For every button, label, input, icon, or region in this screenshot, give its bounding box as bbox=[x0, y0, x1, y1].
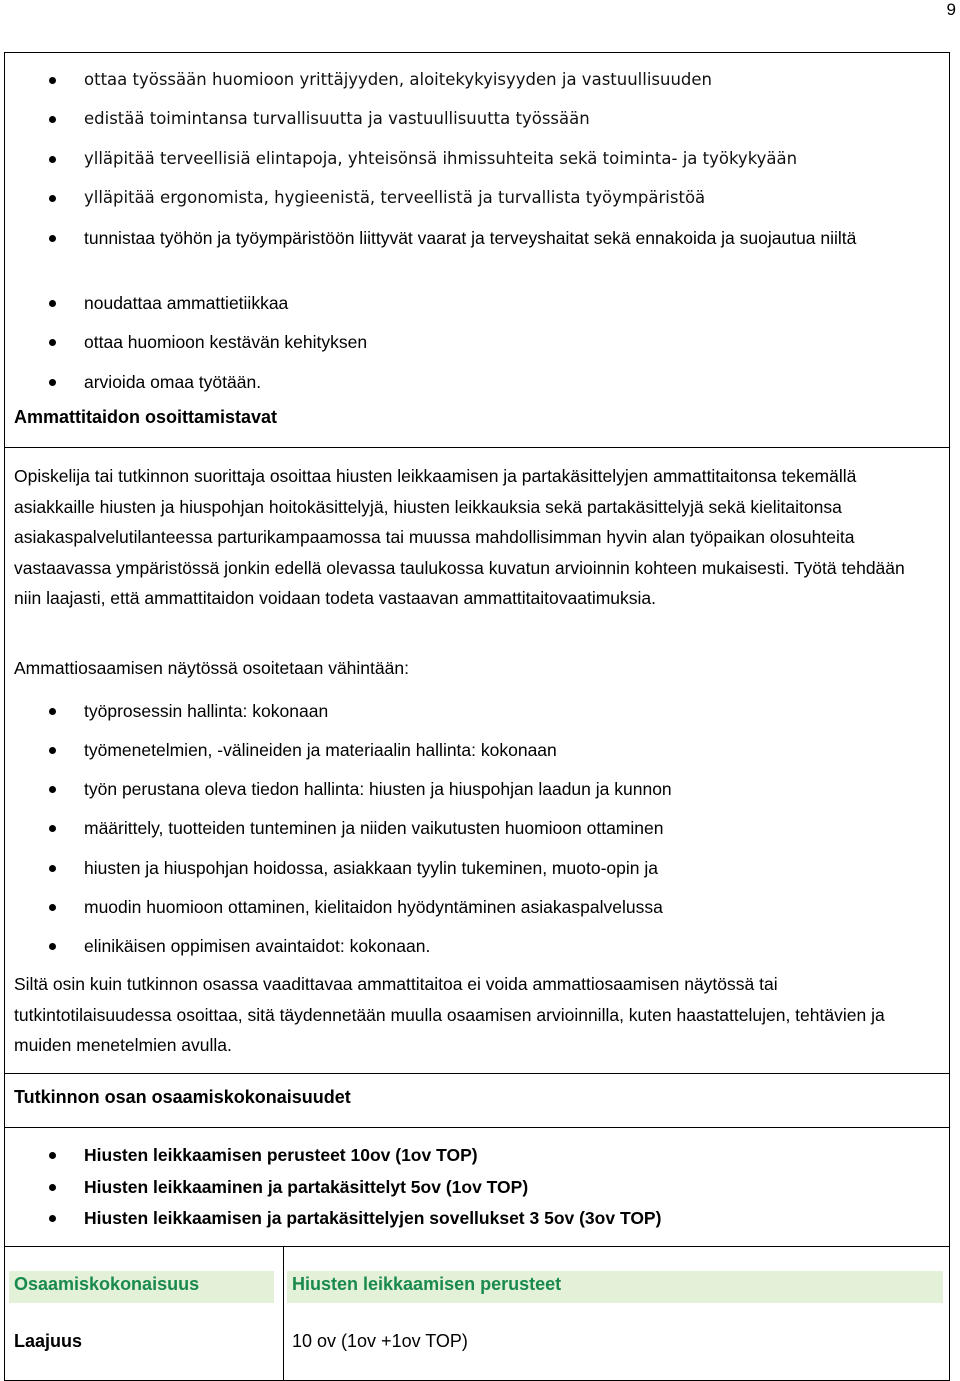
section-heading: Ammattitaidon osoittamistavat bbox=[14, 407, 278, 427]
bullet-icon bbox=[49, 943, 56, 950]
label-unit: Osaamiskokonaisuus bbox=[9, 1271, 274, 1303]
paragraph-minimum: Ammattiosaamisen näytössä osoitetaan vähintään: bbox=[14, 658, 409, 678]
bullet-icon bbox=[49, 1152, 56, 1159]
unit-table bbox=[4, 1246, 950, 1381]
value-unit: Hiusten leikkaamisen perusteet bbox=[287, 1271, 943, 1303]
page-number: 9 bbox=[946, 0, 956, 19]
table-divider bbox=[283, 1247, 284, 1380]
bullet-icon bbox=[49, 825, 56, 832]
value-scope: 10 ov (1ov +1ov TOP) bbox=[292, 1331, 468, 1351]
bullet-icon bbox=[49, 77, 56, 84]
bullet-icon bbox=[49, 1184, 56, 1191]
bullet-icon bbox=[49, 708, 56, 715]
bullet-icon bbox=[49, 235, 56, 242]
competence-list-box: ottaa työssään huomioon yrittäjyyden, aloitekykyisyyden ja vastuullisuuden edistää toimintansa turvallisuutta ja vastuullisuutta työssään ylläpitää terveellisiä elintapoja, yhteisönsä ihmissuhteita sekä toiminta- ja työkykyään ylläpitää ergonomista, hygieenistä, terveellistä ja turvallista työympäristöä tunnistaa työhön ja työympäristöön liittyvät vaarat ja terveyshaitat sekä ennakoida ja suojautua niiltä noudattaa ammattietiikkaa ottaa huomioon kestävän kehityksen arvioida omaa työtään. Ammattitaidon osoittamistavat bbox=[4, 52, 950, 448]
bullet-icon bbox=[49, 865, 56, 872]
bullet-icon bbox=[49, 1215, 56, 1222]
label-scope: Laajuus bbox=[14, 1331, 83, 1351]
bullet-icon bbox=[49, 379, 56, 386]
bullet-icon bbox=[49, 339, 56, 346]
units-heading-box bbox=[4, 1073, 950, 1128]
demonstration-box: Opiskelija tai tutkinnon suorittaja osoittaa hiusten leikkaamisen ja partakäsittelyjen ammattitaitonsa tekemällä asiakkaille hiusten ja hiuspohjan hoitokäsittelyjä, hiusten leikkauksia sekä partakäsittelyjä sekä kielitaitonsa asiakaspalvelutilanteessa parturikampaamossa tai muussa mahdollisimman hyvin alan työpaikan olosuhteita vastaavassa ympäristössä jonkin edellä olevassa taulukossa kuvatun arvioinnin kohteen mukaisesti. Työtä tehdään niin laajasti, että ammattitaidon voidaan todeta vastaavan ammattitaitovaatimuksia. Ammattiosaamisen näytössä osoitetaan vähintään: työprosessin hallinta: kokonaan työmenetelmien, -välineiden ja materiaalin hallinta: kokonaan työn perustana oleva tiedon hallinta: hiusten ja hiuspohjan laadun ja kunnon määrittely, tuotteiden tunteminen ja niiden vaikutusten huomioon ottaminen hiusten ja hiuspohjan hoidossa, asiakkaan tyylin tukeminen, muoto-opin ja muodin huomioon ottaminen, kielitaidon hyödyntäminen asiakaspalvelussa elinikäisen oppimisen avaintaidot: kokonaan. Siltä osin kuin tutkinnon osassa vaadittavaa ammattitaitoa ei voida ammattiosaamisen näytössä tai tutkintotilaisuudessa osoittaa, sitä täydennetään muulla osaamisen arvioinnilla, kuten haastattelujen, tehtävien ja muiden menetelmien avulla. bbox=[4, 447, 950, 1074]
paragraph-demonstration: Opiskelija tai tutkinnon suorittaja osoittaa hiusten leikkaamisen ja partakäsittelyjen ammattitaitonsa tekemällä asiakkaille hiusten ja hiuspohjan hoitokäsittelyjä, hiusten leikkauksia sekä partakäsittelyjä sekä kielitaitonsa asiakaspalvelutilanteessa parturikampaamossa tai muussa mahdollisimman hyvin alan työpaikan olosuhteita vastaavassa ympäristössä jonkin edellä olevassa taulukossa kuvatun arvioinnin kohteen mukaisesti. Työtä tehdään niin laajasti, että ammattitaidon voidaan todeta vastaavan ammattitaitovaatimuksia. bbox=[14, 466, 905, 608]
bullet-icon bbox=[49, 195, 56, 202]
bullet-icon bbox=[49, 300, 56, 307]
bullet-icon bbox=[49, 904, 56, 911]
paragraph-supplement: Siltä osin kuin tutkinnon osassa vaadittavaa ammattitaitoa ei voida ammattiosaamisen näytössä tai tutkintotilaisuudessa osoittaa, sitä täydennetään muulla osaamisen arvioinnilla, kuten haastattelujen, tehtävien ja muiden menetelmien avulla. bbox=[14, 974, 885, 1055]
bullet-icon bbox=[49, 786, 56, 793]
units-heading: Tutkinnon osan osaamiskokonaisuudet bbox=[14, 1087, 351, 1107]
bullet-icon bbox=[49, 156, 56, 163]
units-list-box: Hiusten leikkaamisen perusteet 10ov (1ov TOP) Hiusten leikkaaminen ja partakäsittelyt 5ov (1ov TOP) Hiusten leikkaamisen ja partakäsittelyjen sovellukset 3 5ov (3ov TOP) bbox=[4, 1127, 950, 1247]
bullet-icon bbox=[49, 747, 56, 754]
bullet-icon bbox=[49, 116, 56, 123]
